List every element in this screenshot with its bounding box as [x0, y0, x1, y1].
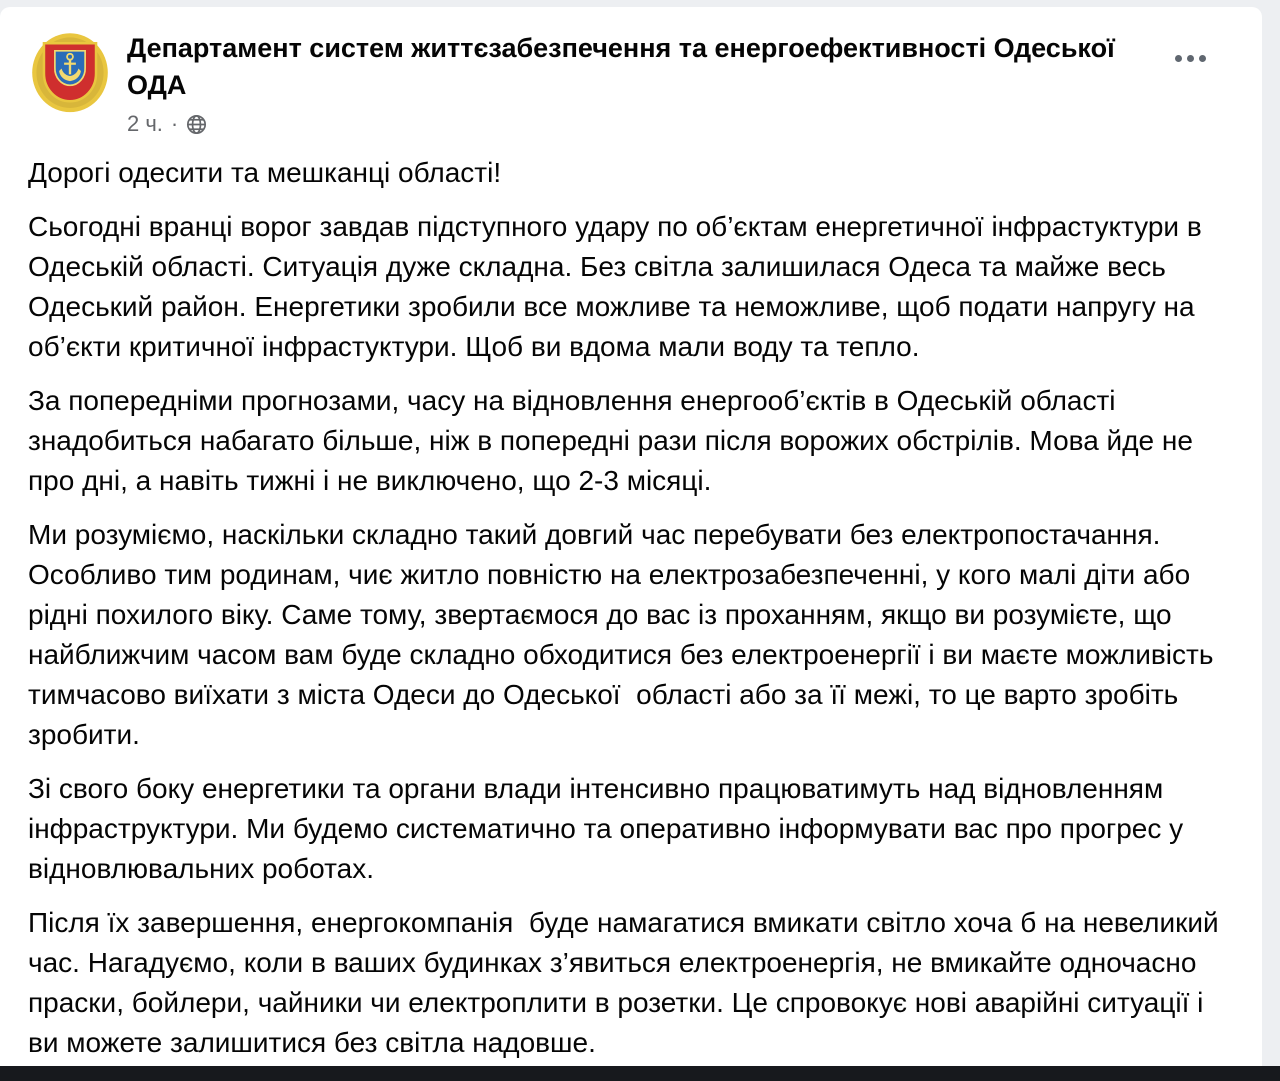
post-card	[0, 7, 1262, 1066]
page-name-link[interactable]: Департамент систем життєзабезпечення та енергоефективності Одеської ОДА	[127, 33, 1115, 100]
meta-separator: ·	[170, 111, 179, 136]
post-meta	[127, 111, 1117, 137]
odesa-coat-of-arms-icon	[28, 29, 112, 113]
globe-privacy-icon	[186, 114, 207, 135]
page-avatar[interactable]	[28, 29, 112, 113]
post-paragraph: Зі свого боку енергетики та органи влади інтенсивно працюватимуть над відновленням інфраструктури. Ми будемо систематично та оперативно інформувати вас про прогрес у відновлювальних роботах.	[28, 773, 1191, 884]
post-timestamp[interactable]: 2 ч.	[127, 111, 163, 136]
post-paragraph: Після їх завершення, енергокомпанія буде намагатися вмикати світло хоча б на невеликий час. Нагадуємо, коли в ваших будинках з’явиться електроенергія, не вмикайте одночасно праски, бойлери, чайники чи електроплити в розетки. Це спровокує нові аварійні ситуації і ви можете залишитися без світла надовше.	[28, 907, 1227, 1058]
post-paragraph: Сьогодні вранці ворог завдав підступного удару по об’єктам енергетичної інфрастуктури в Одеській області. Ситуація дуже складна. Без світла залишилася Одеса та майже весь Одеський район. Енергетики зробили все можливе та неможливе, щоб подати напругу на об’єкти критичної інфрастуктури. Щоб ви вдома мали воду та тепло.	[28, 211, 1210, 362]
bottom-bar	[0, 1066, 1280, 1081]
header-text	[127, 29, 1117, 137]
post-options-ellipsis-icon[interactable]	[1167, 47, 1214, 70]
post-header	[0, 7, 1262, 137]
post-body	[0, 137, 1262, 1063]
post-paragraph: Ми розуміємо, наскільки складно такий довгий час перебувати без електропостачання. Особливо тим родинам, чиє житло повністю на електрозабезпеченні, у кого малі діти або рідні похилого віку. Саме тому, звертаємося до вас із проханням, якщо ви розумієте, що найближчим часом вам буде складно обходитися без електроенергії і ви маєте можливість тимчасово виїхати з міста Одеси до Одеської області або за її межі, то це варто зробіть зробити.	[28, 519, 1222, 750]
post-paragraph: Дорогі одесити та мешканці області!	[28, 157, 502, 188]
post-paragraph: За попередніми прогнозами, часу на відновлення енергооб’єктів в Одеській області знадобиться набагато більше, ніж в попередні рази після ворожих обстрілів. Мова йде не про дні, а навіть тижні і не виключено, що 2-3 місяці.	[28, 385, 1201, 496]
